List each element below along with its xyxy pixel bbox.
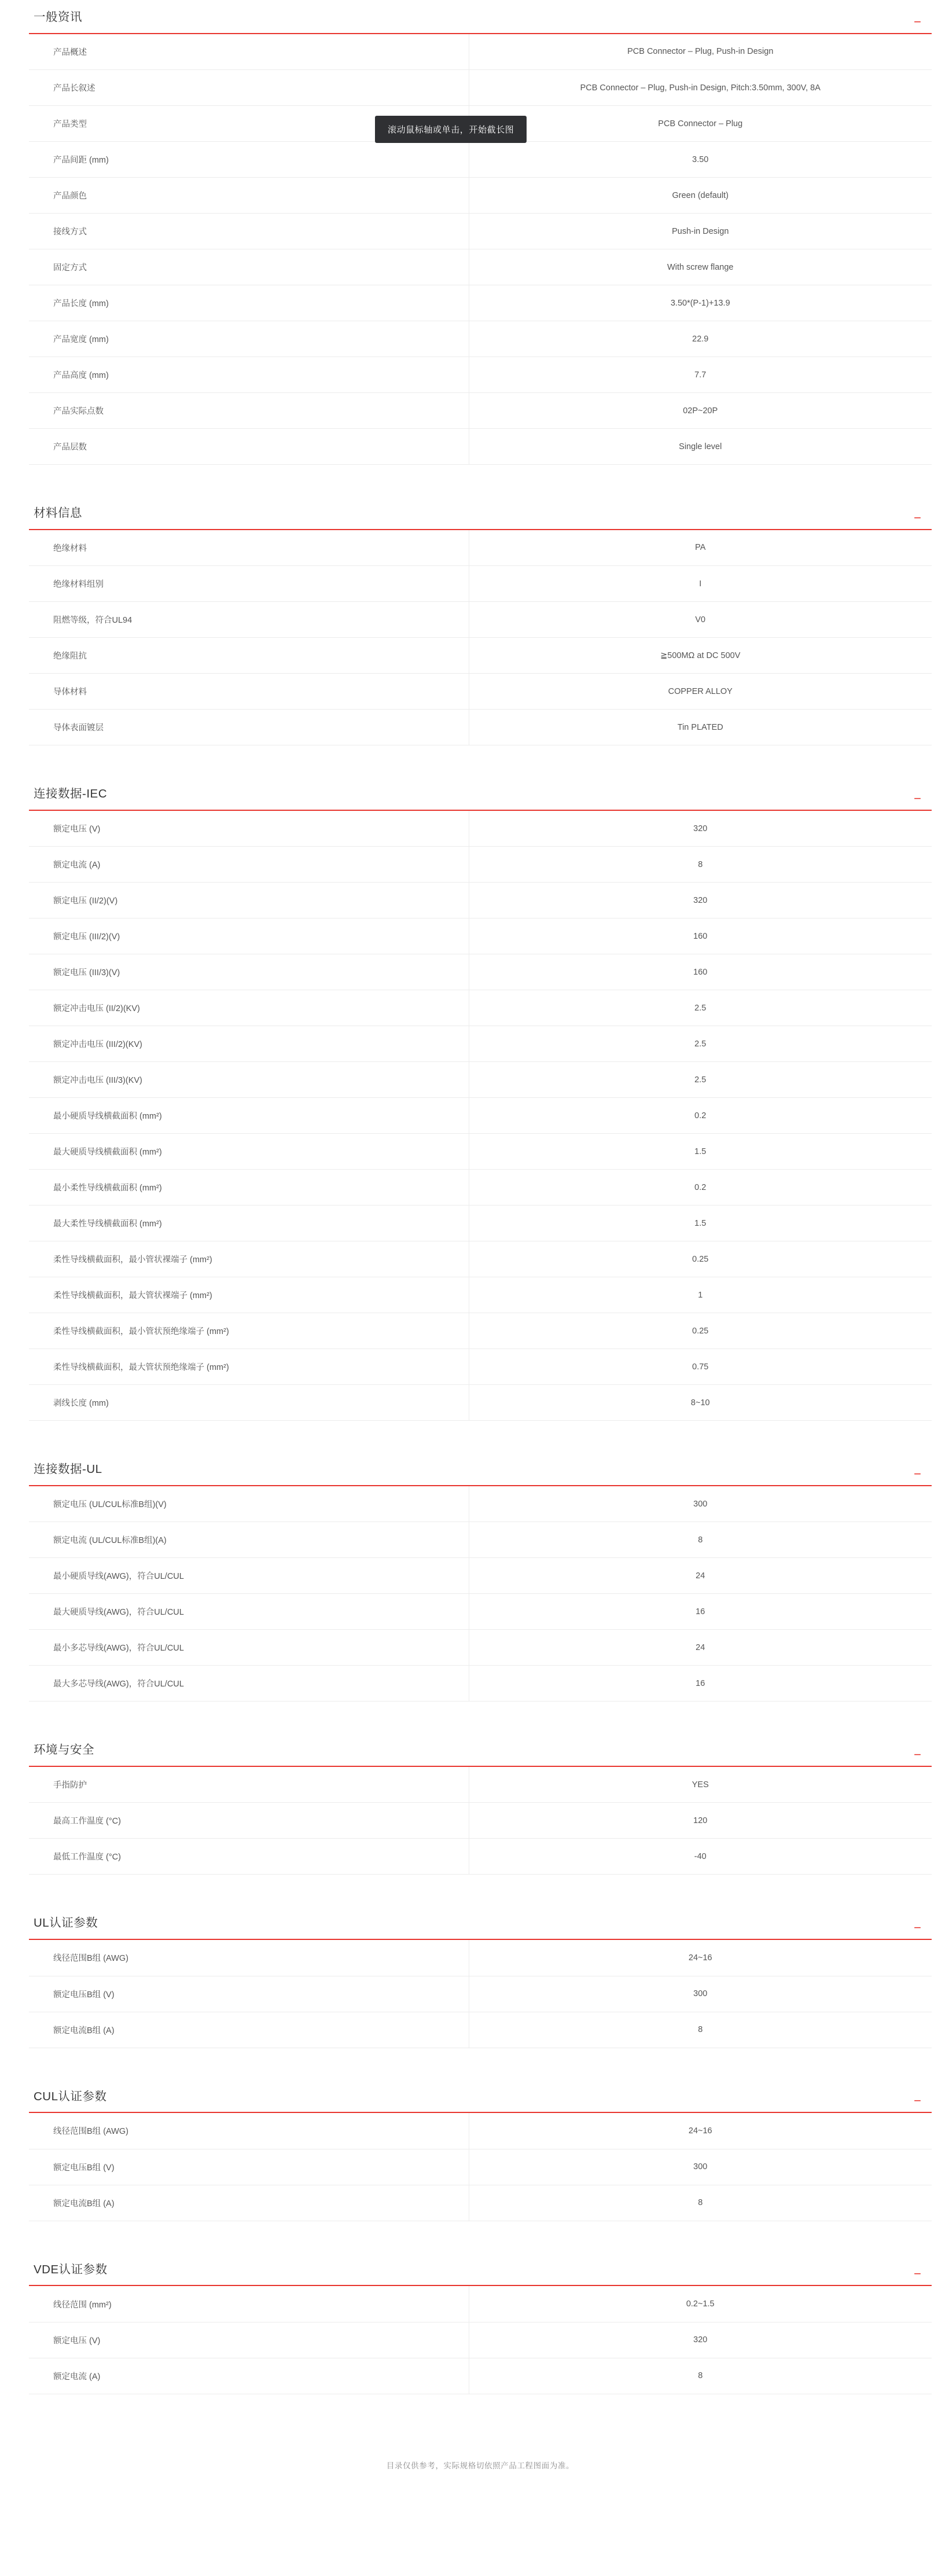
section-title: VDE认证参数 [34,2262,108,2276]
table-row [29,1026,932,1062]
table-row [29,1313,932,1349]
spec-label: 导体表面镀层 [29,710,469,745]
section-header[interactable] [29,2252,932,2287]
spec-value: 8 [469,2012,932,2048]
section-title: 连接数据-IEC [34,787,107,801]
section-spacer [29,2048,932,2079]
spec-label: 额定冲击电压 (II/2)(KV) [29,990,469,1026]
spec-label: 柔性导线横截面积，最大管状裸端子 (mm²) [29,1277,469,1313]
table-row [29,2322,932,2358]
spec-label: 导体材料 [29,674,469,710]
spec-value: 8 [469,2358,932,2394]
spec-label: 线径范围B组 (AWG) [29,1940,469,1976]
table-row [29,1940,932,1976]
spec-value: 0.75 [469,1349,932,1385]
table-row [29,1134,932,1170]
spec-value: 8~10 [469,1385,932,1421]
spec-table [29,2113,932,2221]
spec-label: 产品高度 (mm) [29,357,469,393]
table-row [29,2358,932,2394]
spec-value: 22.9 [469,321,932,357]
table-row [29,1241,932,1277]
collapse-minus-icon[interactable]: − [914,791,921,806]
spec-value: 3.50*(P-1)+13.9 [469,285,932,321]
table-row [29,1349,932,1385]
collapse-minus-icon[interactable]: − [914,1920,921,1935]
table-row [29,1486,932,1522]
spec-table [29,2286,932,2394]
section-spacer [29,745,932,777]
spec-value: PCB Connector – Plug, Push-in Design, Pitch:3.50mm, 300V, 8A [469,70,932,106]
spec-label: 额定电流B组 (A) [29,2012,469,2048]
table-row [29,357,932,393]
spec-value: Push-in Design [469,214,932,249]
table-row [29,1767,932,1803]
spec-label: 阻燃等级，符合UL94 [29,602,469,638]
table-row [29,1630,932,1666]
spec-value: 0.2~1.5 [469,2286,932,2322]
collapse-minus-icon[interactable]: − [914,2266,921,2281]
spec-label: 产品长叙述 [29,70,469,106]
spec-section [29,777,932,1421]
table-row [29,990,932,1026]
section-title: 环境与安全 [34,1743,94,1757]
spec-table [29,530,932,746]
collapse-minus-icon[interactable]: − [914,510,921,525]
spec-value: PCB Connector – Plug [469,106,932,142]
table-row [29,530,932,566]
table-row [29,393,932,429]
spec-table [29,811,932,1421]
spec-label: 柔性导线横截面积，最小管状预绝缘端子 (mm²) [29,1313,469,1349]
table-row [29,321,932,357]
spec-section [29,2079,932,2221]
spec-section [29,2252,932,2394]
spec-value: 0.2 [469,1170,932,1206]
spec-label: 额定电流B组 (A) [29,2185,469,2221]
spec-value: 320 [469,811,932,847]
table-row [29,249,932,285]
table-row [29,1522,932,1558]
spec-value: 0.25 [469,1313,932,1349]
spec-label: 固定方式 [29,249,469,285]
spec-label: 额定电压 (II/2)(V) [29,883,469,918]
spec-value: 24 [469,1558,932,1594]
table-row [29,602,932,638]
spec-label: 手指防护 [29,1767,469,1803]
spec-label: 绝缘材料 [29,530,469,566]
spec-value: With screw flange [469,249,932,285]
section-header[interactable] [29,777,932,811]
spec-value: 320 [469,2322,932,2358]
spec-value: 120 [469,1803,932,1839]
spec-label: 额定电压 (III/2)(V) [29,918,469,954]
section-title: 材料信息 [34,506,82,520]
table-row [29,566,932,602]
spec-section [29,0,932,465]
collapse-minus-icon[interactable]: − [914,2093,921,2108]
table-row [29,883,932,918]
spec-value: 02P~20P [469,393,932,429]
spec-value: -40 [469,1839,932,1875]
table-row [29,847,932,883]
table-row [29,710,932,745]
spec-label: 最大硬质导线横截面积 (mm²) [29,1134,469,1170]
spec-value: COPPER ALLOY [469,674,932,710]
table-row [29,214,932,249]
table-row [29,2286,932,2322]
spec-label: 柔性导线横截面积，最大管状预绝缘端子 (mm²) [29,1349,469,1385]
section-spacer [29,465,932,496]
section-title: 一般资讯 [34,10,82,24]
spec-label: 最小柔性导线横截面积 (mm²) [29,1170,469,1206]
spec-label: 额定冲击电压 (III/2)(KV) [29,1026,469,1062]
table-row [29,70,932,106]
spec-value: YES [469,1767,932,1803]
section-header[interactable] [29,496,932,530]
table-row [29,1206,932,1241]
table-row [29,142,932,178]
section-header[interactable] [29,1906,932,1940]
spec-value: 2.5 [469,990,932,1026]
collapse-minus-icon[interactable]: − [914,1466,921,1481]
spec-value: 1 [469,1277,932,1313]
spec-label: 额定电压B组 (V) [29,2149,469,2185]
spec-label: 额定电压 (III/3)(V) [29,954,469,990]
spec-value: 3.50 [469,142,932,178]
spec-table [29,1767,932,1875]
spec-value: 160 [469,954,932,990]
spec-label: 额定电流 (A) [29,847,469,883]
spec-value: 8 [469,1522,932,1558]
spec-value: 7.7 [469,357,932,393]
table-row [29,1170,932,1206]
spec-label: 额定电压 (V) [29,811,469,847]
spec-value: 16 [469,1594,932,1630]
spec-table [29,1940,932,2048]
spec-value: PCB Connector – Plug, Push-in Design [469,34,932,70]
spec-value: ≧500MΩ at DC 500V [469,638,932,674]
spec-value: 300 [469,1976,932,2012]
spec-label: 产品层数 [29,429,469,465]
spec-label: 最大柔性导线横截面积 (mm²) [29,1206,469,1241]
collapse-minus-icon[interactable]: − [914,14,921,29]
table-row [29,2149,932,2185]
table-row [29,1666,932,1702]
table-row [29,1062,932,1098]
spec-value: 8 [469,847,932,883]
table-row [29,1385,932,1421]
table-row [29,1558,932,1594]
table-row [29,285,932,321]
spec-label: 产品间距 (mm) [29,142,469,178]
spec-label: 最小硬质导线横截面积 (mm²) [29,1098,469,1134]
table-row [29,674,932,710]
table-row [29,2012,932,2048]
table-row [29,1839,932,1875]
spec-value: 160 [469,918,932,954]
spec-label: 额定电流 (A) [29,2358,469,2394]
table-row [29,811,932,847]
spec-value: 300 [469,2149,932,2185]
spec-value: 8 [469,2185,932,2221]
spec-value: 1.5 [469,1134,932,1170]
spec-label: 最低工作温度 (°C) [29,1839,469,1875]
spec-value: 0.25 [469,1241,932,1277]
spec-label: 产品长度 (mm) [29,285,469,321]
spec-value: 2.5 [469,1062,932,1098]
spec-label: 最小多芯导线(AWG)，符合UL/CUL [29,1630,469,1666]
spec-label: 绝缘阻抗 [29,638,469,674]
table-row [29,1594,932,1630]
table-row [29,1976,932,2012]
spec-label: 产品概述 [29,34,469,70]
table-row [29,1098,932,1134]
section-header[interactable] [29,0,932,34]
spec-value: I [469,566,932,602]
section-spacer [29,1702,932,1733]
spec-label: 最大硬质导线(AWG)，符合UL/CUL [29,1594,469,1630]
collapse-minus-icon[interactable]: − [914,1747,921,1762]
spec-value: 24~16 [469,1940,932,1976]
table-row [29,2113,932,2149]
spec-value: 24 [469,1630,932,1666]
spec-label: 产品颜色 [29,178,469,214]
spec-label: 最大多芯导线(AWG)，符合UL/CUL [29,1666,469,1702]
spec-label: 柔性导线横截面积，最小管状裸端子 (mm²) [29,1241,469,1277]
table-row [29,429,932,465]
table-row [29,1277,932,1313]
spec-label: 产品宽度 (mm) [29,321,469,357]
spec-value: 24~16 [469,2113,932,2149]
spec-label: 线径范围B组 (AWG) [29,2113,469,2149]
section-spacer [29,2221,932,2252]
table-row [29,2185,932,2221]
spec-value: 16 [469,1666,932,1702]
table-row [29,918,932,954]
spec-label: 最小硬质导线(AWG)，符合UL/CUL [29,1558,469,1594]
spec-table [29,34,932,465]
spec-section [29,1906,932,2048]
spec-label: 额定冲击电压 (III/3)(KV) [29,1062,469,1098]
spec-value: 0.2 [469,1098,932,1134]
spec-section [29,1733,932,1875]
spec-value: 320 [469,883,932,918]
section-title: CUL认证参数 [34,2089,107,2103]
table-row [29,34,932,70]
section-title: UL认证参数 [34,1916,98,1930]
spec-value: 1.5 [469,1206,932,1241]
spec-value: Green (default) [469,178,932,214]
section-title: 连接数据-UL [34,1462,102,1476]
spec-label: 额定电压B组 (V) [29,1976,469,2012]
spec-label: 剥线长度 (mm) [29,1385,469,1421]
spec-label: 额定电流 (UL/CUL标准B组)(A) [29,1522,469,1558]
section-spacer [29,2394,932,2426]
spec-value: PA [469,530,932,566]
spec-section [29,496,932,745]
spec-label: 产品类型 [29,106,469,142]
spec-value: Single level [469,429,932,465]
section-spacer [29,1875,932,1906]
section-header[interactable] [29,1733,932,1767]
spec-value: Tin PLATED [469,710,932,745]
spec-table [29,1486,932,1702]
section-header[interactable] [29,1452,932,1486]
scroll-capture-hint: 滚动鼠标轴或单击，开始截长图 [375,116,527,143]
spec-label: 产品实际点数 [29,393,469,429]
section-spacer [29,1421,932,1452]
sections-container [29,0,932,2426]
spec-value: V0 [469,602,932,638]
table-row [29,954,932,990]
spec-label: 接线方式 [29,214,469,249]
table-row [29,638,932,674]
spec-label: 线径范围 (mm²) [29,2286,469,2322]
spec-value: 300 [469,1486,932,1522]
table-row [29,1803,932,1839]
section-header[interactable] [29,2079,932,2114]
spec-section [29,1452,932,1702]
footer-note: 目录仅供参考，实际规格切依照产品工程图面为准。 [386,2461,575,2470]
table-row [29,178,932,214]
spec-label: 绝缘材料组别 [29,566,469,602]
spec-label: 额定电压 (V) [29,2322,469,2358]
spec-label: 最高工作温度 (°C) [29,1803,469,1839]
spec-value: 2.5 [469,1026,932,1062]
spec-sheet-content [12,0,937,2490]
spec-label: 额定电压 (UL/CUL标准B组)(V) [29,1486,469,1522]
